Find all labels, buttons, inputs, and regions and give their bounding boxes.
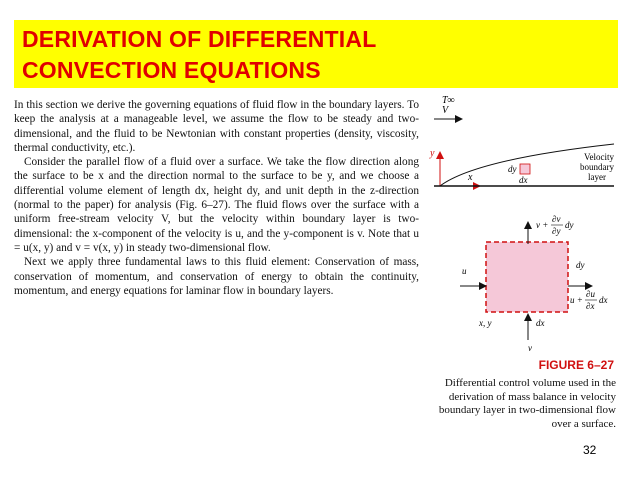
free-stream-velocity-label: V bbox=[442, 105, 449, 116]
y-axis-label: y bbox=[430, 148, 435, 159]
title-banner bbox=[14, 20, 618, 88]
control-volume-diagram bbox=[424, 94, 618, 356]
bl-label-line1: Velocity bbox=[584, 152, 614, 162]
corner-label: x, y bbox=[479, 318, 492, 328]
v-top-denominator: ∂y bbox=[552, 226, 561, 236]
u-right-denominator: ∂x bbox=[586, 301, 595, 311]
v-top-prefix: v + bbox=[536, 220, 549, 230]
u-right-numerator: ∂u bbox=[586, 289, 595, 299]
small-dx-label: dx bbox=[519, 175, 528, 185]
side-dy-label: dy bbox=[576, 260, 585, 270]
small-element bbox=[520, 164, 530, 174]
bottom-dx-label: dx bbox=[536, 318, 545, 328]
bl-label-line3: layer bbox=[588, 172, 606, 182]
paragraph-laws: Next we apply three fundamental laws to this fluid element: Conservation of mass, conservation of momentum, and conservation of energy to obtain the continuity, momentum, and energy equations for laminar flow in boundary layers. bbox=[14, 256, 419, 297]
paragraph-consider: Consider the parallel flow of a fluid over a surface. We take the flow direction along the surface to be x and the direction normal to the surface to be y, and we choose a differential volume element of length dx, height dy, and unit depth in the z-direction (normal to the paper) for analysis (Fig. 6–27). The fluid flows over the surface with a uniform free-stream velocity V, but the velocity within boundary layer is two-dimensional: the x-component of the velocity is u, and the y-component is v. Note that u = u(x, y) and v = v(x, y) in steady two-dimensional flow. bbox=[14, 156, 419, 254]
figure-label: FIGURE 6–27 bbox=[538, 358, 614, 372]
slide-title-line-2: CONVECTION EQUATIONS bbox=[22, 57, 321, 83]
v-top-suffix: dy bbox=[565, 220, 574, 230]
small-dy-label: dy bbox=[508, 164, 517, 174]
u-right-suffix: dx bbox=[599, 295, 608, 305]
free-stream-temp-label: T∞ bbox=[442, 95, 455, 106]
v-bottom-label: v bbox=[528, 343, 532, 353]
body-text-panel bbox=[14, 94, 419, 326]
figure-caption: Differential control volume used in the derivation of mass balance in velocity boundary layer in two-dimensional flow over a surface. bbox=[438, 377, 616, 430]
x-axis-label: x bbox=[468, 172, 473, 183]
paragraph-intro: In this section we derive the governing equations of fluid flow in the boundary layers. To keep the analysis at a manageable level, we assume the flow to be steady and two-dimensional, and the fluid to be Newtonian with constant properties (density, viscosity, thermal conductivity, etc.). bbox=[14, 99, 419, 154]
slide-title-line-1: DERIVATION OF DIFFERENTIAL bbox=[22, 26, 377, 52]
u-left-label: u bbox=[462, 266, 467, 276]
bl-label-line2: boundary bbox=[580, 162, 614, 172]
v-top-numerator: ∂v bbox=[552, 214, 561, 224]
u-right-prefix: u + bbox=[570, 295, 583, 305]
control-volume bbox=[486, 242, 568, 312]
page-number: 32 bbox=[583, 443, 597, 457]
